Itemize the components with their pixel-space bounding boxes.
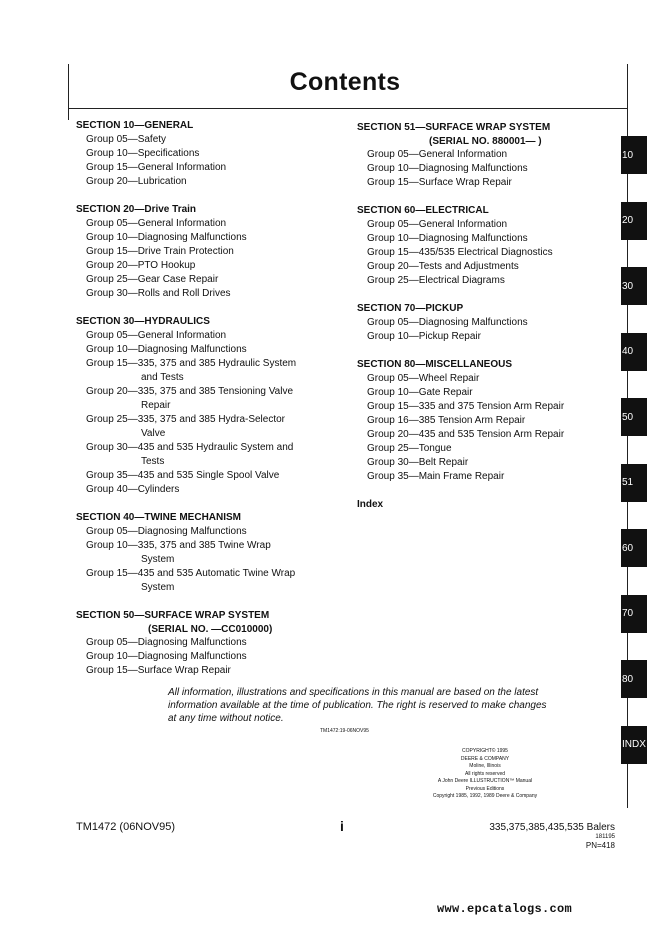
group-entry-continuation: System [141,582,175,593]
group-entry[interactable] [76,231,341,245]
group-entry[interactable] [357,386,617,400]
copyright-line: COPYRIGHT© 1995 [462,748,508,754]
contents-left-column [76,119,341,692]
group-entry-text: Group 05—Safety [86,134,167,145]
group-entry-text: Group 20—335, 375 and 385 Tensioning Valve [86,386,294,397]
group-entry[interactable] [357,232,617,246]
group-entry-text: Group 05—General Information [86,218,227,229]
group-entry[interactable] [76,343,341,357]
group-entry-text: Group 15—General Information [86,162,227,173]
group-entry-text: Group 05—Diagnosing Malfunctions [86,637,247,648]
group-entry-text: Group 30—435 and 535 Hydraulic System and [86,442,294,453]
group-entry-text: Group 30—Rolls and Roll Drives [86,288,231,299]
group-entry-text: Group 40—Cylinders [86,484,180,495]
group-entry[interactable] [76,245,341,259]
group-entry-text: Group 25—Gear Case Repair [86,274,219,285]
footer-manual-id: TM1472 (06NOV95) [76,821,176,833]
group-entry[interactable] [76,636,341,650]
group-entry-text: Group 10—335, 375 and 385 Twine Wrap [86,540,271,551]
group-entry-text: Group 05—General Information [367,219,508,230]
section-title[interactable]: SECTION 40—TWINE MECHANISM [76,512,242,523]
section-tab[interactable]: 40 [621,333,647,371]
copyright-line: A John Deere ILLUSTRUCTION™ Manual [437,778,533,784]
group-entry[interactable] [76,133,341,147]
group-entry-text: Group 15—335 and 375 Tension Arm Repair [367,401,565,412]
group-entry[interactable] [357,470,617,484]
section-tab[interactable]: 60 [621,529,647,567]
group-entry-text: Group 15—Surface Wrap Repair [86,665,231,676]
section-tab[interactable]: 51 [621,464,647,502]
group-entry-text: Group 20—435 and 535 Tension Arm Repair [367,429,565,440]
group-entry-text: Group 30—Belt Repair [367,457,469,468]
group-entry[interactable] [357,330,617,344]
section-title[interactable]: SECTION 10—GENERAL [76,120,194,131]
copyright-line: Previous Editions [465,785,505,792]
group-entry[interactable] [357,148,617,162]
group-entry-text: Group 16—385 Tension Arm Repair [367,415,526,426]
group-entry-text: Group 15—Surface Wrap Repair [367,177,512,188]
footer-page-number: i [340,818,344,834]
section-title[interactable]: SECTION 80—MISCELLANEOUS [357,359,513,370]
contents-section [76,203,341,301]
group-entry-text: Group 20—Lubrication [86,176,187,187]
group-entry[interactable] [76,650,341,664]
group-entry[interactable] [357,442,617,456]
group-entry[interactable] [76,357,341,385]
copyright-line: DEERE & COMPANY [460,755,510,762]
copyright-line: Copyright 1985, 1992, 1989 Deere & Company [432,793,538,799]
group-entry-text: Group 10—Diagnosing Malfunctions [86,651,247,662]
group-entry[interactable] [76,525,341,539]
copyright-line: Moline, Illinois [469,763,501,769]
section-title[interactable]: SECTION 20—Drive Train [76,204,197,215]
group-entry[interactable] [76,567,341,595]
group-entry-text: Group 10—Diagnosing Malfunctions [86,232,247,243]
group-entry[interactable] [357,218,617,232]
group-entry-text: Group 25—Tongue [367,443,452,454]
group-entry[interactable] [357,316,617,330]
section-tab[interactable]: 50 [621,398,647,436]
group-entry[interactable] [76,287,341,301]
group-entry[interactable] [357,456,617,470]
group-entry-continuation: System [141,554,175,565]
group-entry[interactable] [76,329,341,343]
group-entry-continuation: Valve [141,428,166,439]
section-tab[interactable]: INDX [621,726,647,764]
group-entry-text: Group 25—335, 375 and 385 Hydra-Selector [86,414,286,425]
page-title: Contents [289,68,401,96]
contents-section [76,511,341,595]
footer-models-text: 335,375,385,435,535 Balers [489,822,615,833]
group-entry-text: Group 20—PTO Hookup [86,260,196,271]
footer-models [480,822,615,850]
header-rule [68,108,628,109]
contents-section [357,204,617,288]
group-entry[interactable] [76,273,341,287]
notice-code: TM1472:19-06NOV95 [320,728,369,734]
group-entry[interactable] [76,385,341,413]
group-entry[interactable] [357,162,617,176]
group-entry-text: Group 15—435 and 535 Automatic Twine Wrap [86,568,296,579]
group-entry[interactable] [76,217,341,231]
contents-section [76,119,341,189]
group-entry-text: Group 10—Diagnosing Malfunctions [86,344,247,355]
group-entry-continuation: Repair [141,400,171,411]
group-entry[interactable] [357,414,617,428]
group-entry-text: Group 10—Diagnosing Malfunctions [367,163,528,174]
index-entry[interactable]: Index [357,499,384,510]
group-entry[interactable] [357,246,617,260]
group-entry[interactable] [76,413,341,441]
group-entry-text: Group 05—General Information [367,149,508,160]
watermark-url[interactable]: www.epcatalogs.com [437,902,573,916]
group-entry[interactable] [357,260,617,274]
group-entry-text: Group 05—Diagnosing Malfunctions [86,526,247,537]
copyright-line: All rights reserved [464,770,505,777]
group-entry[interactable] [357,400,617,414]
section-title[interactable]: SECTION 51—SURFACE WRAP SYSTEM [357,122,551,133]
section-tab[interactable]: 70 [621,595,647,633]
group-entry-text: Group 35—435 and 535 Single Spool Valve [86,470,280,481]
section-title[interactable]: SECTION 60—ELECTRICAL [357,205,489,216]
section-tab[interactable]: 30 [621,267,647,305]
contents-section [76,315,341,497]
group-entry-text: Group 10—Diagnosing Malfunctions [367,233,528,244]
group-entry-text: Group 05—Diagnosing Malfunctions [367,317,528,328]
group-entry-text: Group 05—Wheel Repair [367,373,480,384]
group-entry-text: Group 15—435/535 Electrical Diagnostics [367,247,553,258]
group-entry-text: Group 15—Drive Train Protection [86,246,234,257]
group-entry-text: Group 10—Specifications [86,148,200,159]
group-entry[interactable] [357,176,617,190]
group-entry[interactable] [76,161,341,175]
group-entry-continuation: and Tests [141,372,184,383]
group-entry[interactable] [76,539,341,567]
publication-notice: All information, illustrations and specifications in this manual are based on the latest information available at the time of publication. The right is reserved to make changes at any time without notice. [168,687,547,724]
group-entry[interactable] [357,428,617,442]
section-subtitle: (SERIAL NO. 880001— ) [429,136,542,147]
contents-section [357,302,617,344]
group-entry-continuation: Tests [141,456,165,467]
group-entry-text: Group 10—Gate Repair [367,387,473,398]
group-entry-text: Group 35—Main Frame Repair [367,471,505,482]
contents-section [357,121,617,190]
contents-right-column [357,121,617,512]
contents-section [357,358,617,484]
group-entry[interactable] [76,441,341,469]
group-entry[interactable] [76,259,341,273]
group-entry[interactable] [76,469,341,483]
footer-pn: PN=418 [585,841,615,850]
group-entry-text: Group 10—Pickup Repair [367,331,481,342]
group-entry-text: Group 25—Electrical Diagrams [367,275,505,286]
group-entry-text: Group 15—335, 375 and 385 Hydraulic System [86,358,297,369]
section-tab[interactable]: 10 [621,136,647,174]
section-title[interactable]: SECTION 70—PICKUP [357,303,464,314]
contents-section [76,609,341,678]
copyright-block [405,748,565,801]
footer-date-code: 181195 [595,834,615,840]
group-entry-text: Group 20—Tests and Adjustments [367,261,519,272]
section-tab[interactable]: 20 [621,202,647,240]
group-entry[interactable] [357,372,617,386]
group-entry[interactable] [357,274,617,288]
group-entry[interactable] [76,147,341,161]
group-entry-text: Group 05—General Information [86,330,227,341]
group-entry[interactable] [76,664,341,678]
group-entry[interactable] [76,175,341,189]
section-title[interactable]: SECTION 50—SURFACE WRAP SYSTEM [76,610,270,621]
section-subtitle: (SERIAL NO. —CC010000) [148,624,273,635]
section-tab[interactable]: 80 [621,660,647,698]
section-title[interactable]: SECTION 30—HYDRAULICS [76,316,210,327]
group-entry[interactable] [76,483,341,497]
